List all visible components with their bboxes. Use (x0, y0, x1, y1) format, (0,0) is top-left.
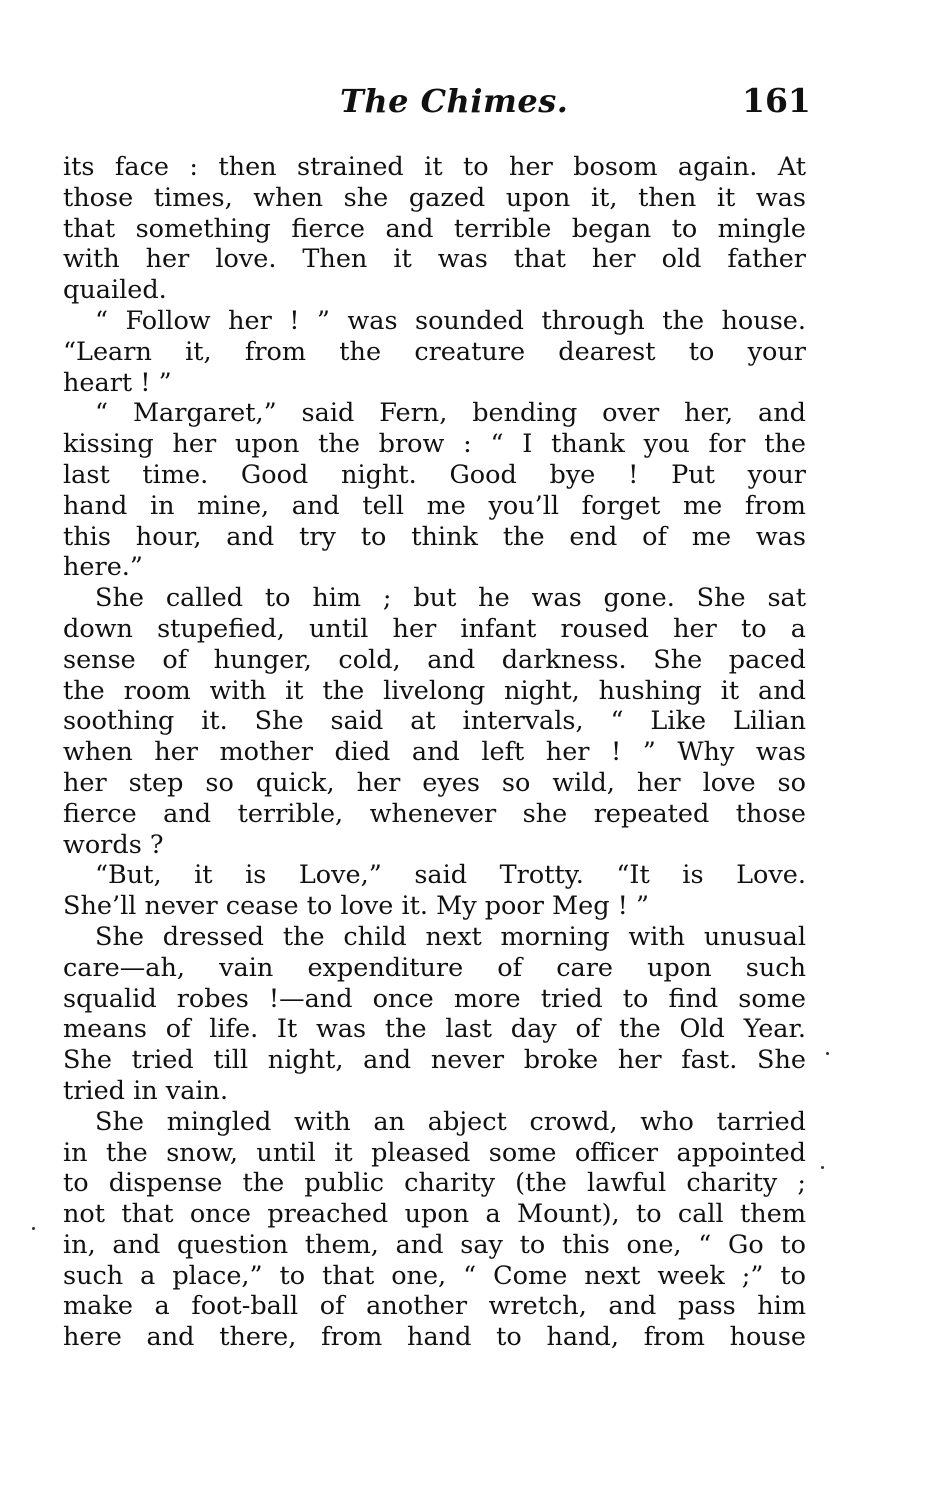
text-line: means of life. It was the last day of the Old Year. (63, 1014, 806, 1045)
text-line: She called to him ; but he was gone. She sat (95, 583, 806, 614)
text-line: kissing her upon the brow : “ I thank you for the (63, 429, 806, 460)
print-speck (32, 1227, 35, 1230)
text-line: the room with it the livelong night, hushing it and (63, 675, 806, 706)
text-line: not that once preached upon a Mount), to call them (63, 1199, 806, 1230)
text-line: with her love. Then it was that her old father (63, 244, 806, 275)
running-title: The Chimes. (340, 82, 569, 120)
text-line: heart ! ” (63, 367, 172, 398)
text-line: “ Margaret,” said Fern, bending over her, and (95, 398, 806, 429)
text-line: last time. Good night. Good bye ! Put your (63, 459, 806, 490)
body-text (63, 152, 806, 1353)
text-line: care—ah, vain expenditure of care upon such (63, 952, 806, 983)
text-line: in the snow, until it pleased some officer appointed (63, 1137, 806, 1168)
text-line: to dispense the public charity (the lawful charity ; (63, 1168, 806, 1199)
text-line: fierce and terrible, whenever she repeated those (63, 798, 806, 829)
text-line: She dressed the child next morning with unusual (95, 921, 806, 952)
print-speck (826, 1052, 829, 1055)
text-line: her step so quick, her eyes so wild, her love so (63, 767, 806, 798)
text-line: here and there, from hand to hand, from house (63, 1322, 806, 1353)
page-number: 161 (742, 81, 811, 120)
text-line: sense of hunger, cold, and darkness. She paced (63, 644, 806, 675)
text-line: “Learn it, from the creature dearest to your (63, 336, 806, 367)
text-line: “ Follow her ! ” was sounded through the house. (95, 305, 806, 336)
text-line: down stupefied, until her infant roused her to a (63, 613, 806, 644)
text-line: tried in vain. (63, 1075, 229, 1106)
text-line: those times, when she gazed upon it, then it was (63, 182, 806, 213)
text-line: squalid robes !—and once more tried to find some (63, 983, 806, 1014)
print-speck (821, 1166, 824, 1169)
text-line: “But, it is Love,” said Trotty. “It is Love. (95, 860, 806, 891)
text-line: its face : then strained it to her bosom again. At (63, 152, 806, 182)
text-line: soothing it. She said at intervals, “ Like Lilian (63, 706, 806, 737)
text-line: hand in mine, and tell me you’ll forget me from (63, 490, 806, 521)
text-line: words ? (63, 829, 164, 860)
text-line: She’ll never cease to love it. My poor Meg ! ” (63, 891, 650, 922)
text-line: here.” (63, 552, 143, 583)
text-line: that something fierce and terrible began to mingle (63, 213, 806, 244)
text-line: when her mother died and left her ! ” Why was (63, 737, 806, 768)
text-line: She tried till night, and never broke her fast. She (63, 1045, 806, 1076)
text-line: this hour, and try to think the end of me was (63, 521, 806, 552)
text-line: such a place,” to that one, “ Come next week ;” to (63, 1260, 806, 1291)
text-line: make a foot-ball of another wretch, and pass him (63, 1291, 806, 1322)
text-line: in, and question them, and say to this one, “ Go to (63, 1229, 806, 1260)
text-line: quailed. (63, 275, 167, 306)
text-line: She mingled with an abject crowd, who tarried (95, 1106, 806, 1137)
